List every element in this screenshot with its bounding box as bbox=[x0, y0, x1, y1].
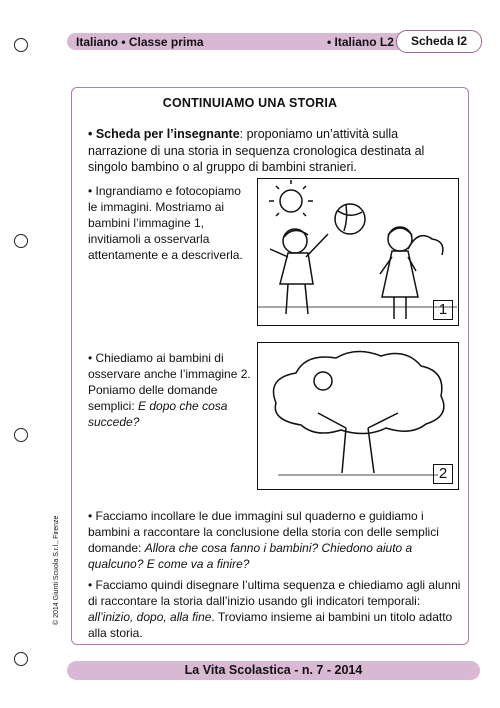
page-footer: La Vita Scolastica - n. 7 - 2014 bbox=[67, 661, 480, 680]
scheda-badge: Scheda I2 bbox=[396, 30, 482, 53]
paragraph-2 bbox=[88, 350, 253, 430]
paragraph-2-text: • Chiediamo ai bambini di osservare anche l’immagine 2. Poniamo delle domande semplici: bbox=[88, 351, 251, 413]
tree-canopy bbox=[274, 351, 444, 433]
ball-icon bbox=[335, 204, 365, 234]
ball-icon bbox=[314, 372, 332, 390]
image-number-2: 2 bbox=[433, 464, 453, 484]
image-number-1: 1 bbox=[433, 300, 453, 320]
children-ball-drawing bbox=[258, 179, 457, 324]
paragraph-3-questions: Allora che cosa fanno i bambini? Chiedono aiuto a qualcuno? E come va a finire? bbox=[88, 541, 413, 571]
paragraph-4-indicators: all’inizio, dopo, alla fine bbox=[88, 610, 212, 624]
paragraph-4-text-a: • Facciamo quindi disegnare l’ultima sequenza e chiediamo agli alunni di raccontare la storia dall’inizio usando gli indicatori temporali: bbox=[88, 578, 461, 608]
sun-icon bbox=[280, 190, 302, 212]
binder-hole bbox=[14, 38, 28, 52]
header-topic: • Italiano L2 bbox=[327, 35, 394, 49]
binder-hole bbox=[14, 652, 28, 666]
binder-hole bbox=[14, 234, 28, 248]
binder-hole bbox=[14, 428, 28, 442]
intro-heading: • Scheda per l’insegnante bbox=[88, 127, 240, 141]
illustration-1 bbox=[257, 178, 459, 326]
copyright-notice: © 2014 Giunti Scuola S.r.l., Firenze bbox=[53, 515, 60, 625]
page-header bbox=[67, 33, 480, 50]
header-subject: Italiano • Classe prima bbox=[76, 35, 204, 49]
intro-paragraph bbox=[88, 126, 453, 176]
illustration-2 bbox=[257, 342, 459, 490]
paragraph-4-text-b: . Troviamo insieme ai bambini un titolo adatto alla storia. bbox=[88, 610, 453, 640]
paragraph-4 bbox=[88, 577, 463, 641]
intro-text: : proponiamo un’attività sulla narrazione di una storia in sequenza cronologica destinata al singolo bambino o al gruppo di bambini stranieri. bbox=[88, 127, 425, 174]
tree-ball-drawing bbox=[258, 343, 457, 488]
paragraph-1: • Ingrandiamo e fotocopiamo le immagini. Mostriamo ai bambini l’immagine 1, invitiamoli a osservarla attentamente e a descriverla. bbox=[88, 184, 243, 262]
paragraph-2-question: E dopo che cosa succede? bbox=[88, 399, 228, 429]
paragraph-3-text: • Facciamo incollare le due immagini sul quaderno e guidiamo i bambini a raccontare la conclusione della storia con delle semplici domande: bbox=[88, 509, 439, 555]
paragraph-3 bbox=[88, 508, 463, 572]
page-title: CONTINUIAMO UNA STORIA bbox=[162, 96, 338, 110]
